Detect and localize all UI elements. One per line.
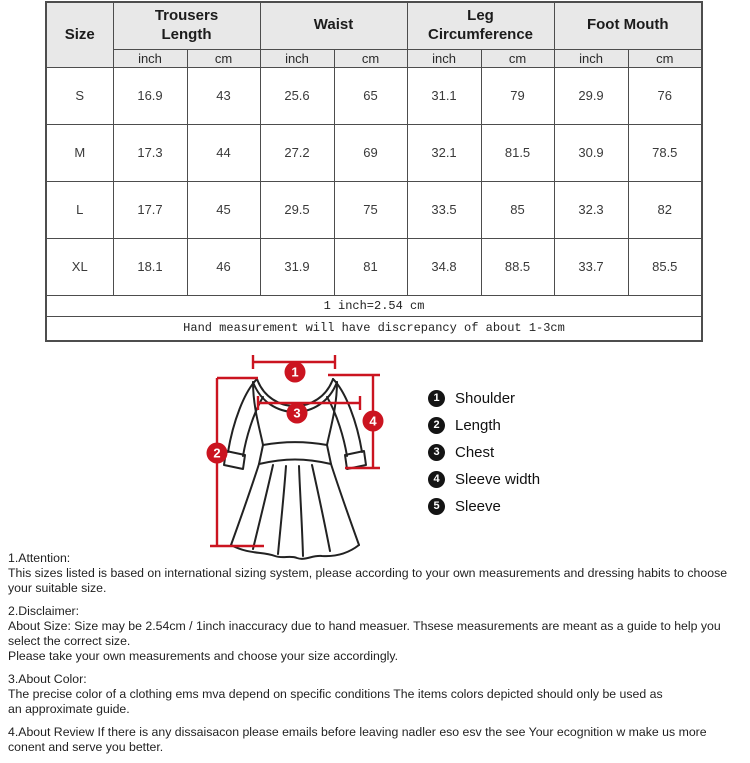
size-cell: XL xyxy=(46,238,113,295)
table-cell: 34.8 xyxy=(407,238,481,295)
table-cell: 33.5 xyxy=(407,181,481,238)
table-cell: 29.9 xyxy=(554,67,628,124)
table-cell: 17.3 xyxy=(113,124,187,181)
legend-number-icon: 4 xyxy=(428,471,445,488)
legend-label: Shoulder xyxy=(455,389,516,407)
section-attention xyxy=(8,551,746,596)
description-notes xyxy=(8,551,746,763)
table-cell: 85.5 xyxy=(628,238,702,295)
unit-inch: inch xyxy=(554,49,628,67)
section-about-review xyxy=(8,725,746,755)
table-cell: 65 xyxy=(334,67,407,124)
table-cell: 30.9 xyxy=(554,124,628,181)
legend-item-sleeve xyxy=(428,497,540,515)
size-cell: S xyxy=(46,67,113,124)
table-cell: 25.6 xyxy=(260,67,334,124)
table-header-row xyxy=(46,2,702,49)
unit-cm: cm xyxy=(628,49,702,67)
section-title: 3.About Color: xyxy=(8,672,87,686)
table-note-inch-conversion xyxy=(46,295,702,316)
table-note-hand-measurement xyxy=(46,316,702,341)
header-waist-label: Waist xyxy=(313,16,354,34)
section-text: Please take your own measurements and choose your size accordingly. xyxy=(8,649,399,663)
section-text: This sizes listed is based on international sizing system, please according to your own measurements and dressing habits to choose your suitable size. xyxy=(8,566,728,595)
legend-label: Chest xyxy=(455,443,495,461)
table-cell: 85 xyxy=(481,181,554,238)
table-cell: 16.9 xyxy=(113,67,187,124)
measurement-lines xyxy=(210,355,380,546)
table-cell: 32.1 xyxy=(407,124,481,181)
marker-4-sleeve-width xyxy=(363,411,384,432)
legend-item-chest xyxy=(428,443,540,461)
table-row-xl xyxy=(46,238,702,295)
svg-text:1: 1 xyxy=(291,364,299,380)
table-row-s xyxy=(46,67,702,124)
table-cell: 27.2 xyxy=(260,124,334,181)
unit-cm: cm xyxy=(187,49,260,67)
legend-number-icon: 2 xyxy=(428,417,445,434)
measurement-legend xyxy=(428,389,540,515)
table-cell: 76 xyxy=(628,67,702,124)
table-cell: 75 xyxy=(334,181,407,238)
table-row-m xyxy=(46,124,702,181)
size-cell: L xyxy=(46,181,113,238)
header-trousers-length xyxy=(113,2,260,49)
legend-label: Length xyxy=(455,416,501,434)
table-cell: 88.5 xyxy=(481,238,554,295)
header-waist xyxy=(260,2,407,49)
header-foot-mouth xyxy=(554,2,702,49)
unit-inch: inch xyxy=(260,49,334,67)
table-cell: 33.7 xyxy=(554,238,628,295)
svg-text:4: 4 xyxy=(369,413,377,429)
legend-item-sleeve-width xyxy=(428,470,540,488)
table-cell: 82 xyxy=(628,181,702,238)
marker-2-length xyxy=(207,443,228,464)
table-cell: 78.5 xyxy=(628,124,702,181)
table-unit-row xyxy=(46,49,702,67)
table-cell: 31.9 xyxy=(260,238,334,295)
section-text: an approximate guide. xyxy=(8,702,130,716)
svg-text:2: 2 xyxy=(213,445,221,461)
size-chart-table xyxy=(45,1,703,342)
section-title: 1.Attention: xyxy=(8,551,71,565)
table-cell: 17.7 xyxy=(113,181,187,238)
table-cell: 44 xyxy=(187,124,260,181)
legend-label: Sleeve width xyxy=(455,470,541,488)
table-cell: 45 xyxy=(187,181,260,238)
table-cell: 79 xyxy=(481,67,554,124)
table-cell: 69 xyxy=(334,124,407,181)
unit-cm: cm xyxy=(334,49,407,67)
header-leg-circumference-label: Leg Circumference xyxy=(427,7,534,43)
unit-inch: inch xyxy=(113,49,187,67)
legend-label: Sleeve xyxy=(455,497,501,515)
table-cell: 31.1 xyxy=(407,67,481,124)
section-about-color xyxy=(8,672,746,717)
table-cell: 18.1 xyxy=(113,238,187,295)
unit-inch: inch xyxy=(407,49,481,67)
table-cell: 29.5 xyxy=(260,181,334,238)
header-trousers-length-label: Trousers Length xyxy=(154,7,219,43)
legend-number-icon: 5 xyxy=(428,498,445,515)
table-cell: 43 xyxy=(187,67,260,124)
legend-item-shoulder xyxy=(428,389,540,407)
marker-1-shoulder xyxy=(285,362,306,383)
table-cell: 46 xyxy=(187,238,260,295)
note-text: 1 inch=2.54 cm xyxy=(46,295,702,316)
table-cell: 81.5 xyxy=(481,124,554,181)
note-text: Hand measurement will have discrepancy of about 1-3cm xyxy=(46,316,702,341)
table-cell: 32.3 xyxy=(554,181,628,238)
table-row-l xyxy=(46,181,702,238)
unit-cm: cm xyxy=(481,49,554,67)
svg-text:3: 3 xyxy=(293,405,301,421)
marker-3-chest xyxy=(287,403,308,424)
section-disclaimer xyxy=(8,604,746,664)
size-cell: M xyxy=(46,124,113,181)
section-title: 2.Disclaimer: xyxy=(8,604,80,618)
legend-number-icon: 3 xyxy=(428,444,445,461)
table-cell: 81 xyxy=(334,238,407,295)
section-text: conent and serve you better. xyxy=(8,740,164,754)
legend-item-length xyxy=(428,416,540,434)
header-foot-mouth-label: Foot Mouth xyxy=(586,16,669,34)
header-size: Size xyxy=(46,2,113,67)
header-leg-circumference xyxy=(407,2,554,49)
legend-number-icon: 1 xyxy=(428,390,445,407)
dress-measurement-diagram xyxy=(200,352,455,577)
section-text: About Size: Size may be 2.54cm / 1inch inaccuracy due to hand measuer. Thsese measurements are meant as a guide to help you select the correct size. xyxy=(8,619,721,648)
section-text: 4.About Review If there is any dissaisacon please emails before leaving nadler eso esv the see Your ecognition w make us more xyxy=(8,725,707,739)
section-text: The precise color of a clothing ems mva depend on specific conditions The items colors depicted should only be used as xyxy=(8,687,663,701)
